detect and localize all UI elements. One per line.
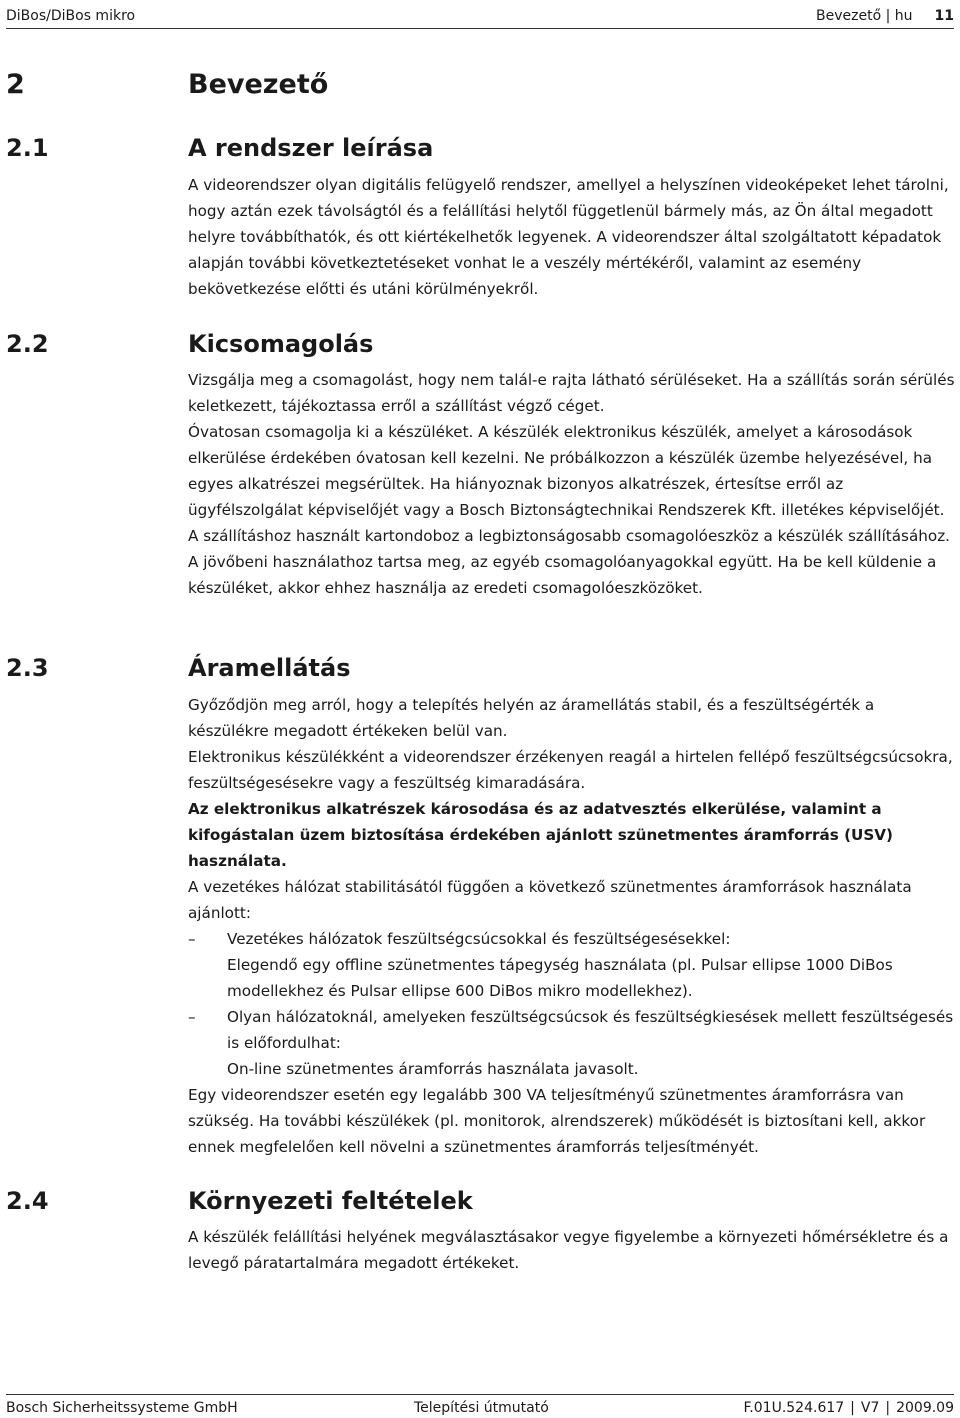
section-number: 2.3 (6, 654, 49, 682)
paragraph: Vizsgálja meg a csomagolást, hogy nem talál-e rajta látható sérüléseket. Ha a szállítás során sérülés keletkezett, tájékoztassa erről a szállítást végző céget. (188, 371, 955, 415)
header-section: Bevezető | hu (816, 8, 913, 24)
paragraph: Egy videorendszer esetén egy legalább 300 VA teljesítményű szünetmentes áramforrásra van szükség. Ha további készülékek (pl. monitorok, alrendszerek) működését is biztosítani kell, akkor ennek megfelelően kell növelni a szünetmentes áramforrás teljesítményét. (188, 1086, 926, 1156)
section-title: Környezeti feltételek (188, 1187, 473, 1215)
header-product: DiBos/DiBos mikro (6, 8, 136, 24)
section-body-2-3 (188, 692, 956, 1160)
paragraph: A videorendszer olyan digitális felügyelő rendszer, amellyel a helyszínen videoképeket lehet tárolni, hogy aztán ezek távolságtól és a felállítási helytől függetlenül bármely más, az Ön által megadott helyre továbbíthatók, és ott kiértékelhetők legyenek. A videorendszer által szolgáltatott képadatok alapján további következtetéseket vonhat le a veszély mértékéről, valamint az esemény bekövetkezése előtti és utáni körülményekről. (188, 176, 949, 298)
list-item-line: Vezetékes hálózatok feszültségcsúcsokkal és feszültségesésekkel: (227, 930, 731, 948)
footer-separator: | (850, 1400, 855, 1416)
header-right (816, 6, 954, 26)
list-item (188, 1004, 956, 1082)
page-number: 11 (934, 8, 954, 24)
page-footer (6, 1394, 954, 1415)
list-dash: – (188, 930, 196, 948)
footer-company: Bosch Sicherheitssysteme GmbH (6, 1400, 238, 1416)
section-body-2-1 (188, 172, 956, 302)
section-number: 2.2 (6, 330, 49, 358)
footer-doc-code: F.01U.524.617 (743, 1400, 845, 1416)
list-item (188, 926, 956, 1004)
section-title: Áramellátás (188, 654, 351, 682)
page-header (6, 6, 954, 29)
footer-separator: | (885, 1400, 891, 1416)
section-body-2-2 (188, 367, 956, 601)
paragraph: A szállításhoz használt kartondoboz a legbiztonságosabb csomagolóeszköz a készülék szállításához. A jövőbeni használathoz tartsa meg, az egyéb csomagolóanyagokkal együtt. Ha be kell küldenie a készüléket, akkor ehhez használja az eredeti csomagolóeszközöket. (188, 527, 950, 597)
footer-date: 2009.09 (896, 1400, 954, 1416)
warning-paragraph: Az elektronikus alkatrészek károsodása és az adatvesztés elkerülése, valamint a kifogástalan üzem biztosítása érdekében ajánlott szünetmentes áramforrás (USV) használata. (188, 800, 893, 870)
footer-doc-info (744, 1398, 955, 1418)
paragraph: A vezetékes hálózat stabilitásától függően a következő szünetmentes áramforrások használata ajánlott: (188, 878, 912, 922)
list-dash: – (188, 1008, 196, 1026)
list-item-line: Olyan hálózatoknál, amelyeken feszültségcsúcsok és feszültségkiesések mellett feszültségesés is előfordulhat: (227, 1008, 954, 1052)
footer-version: V7 (860, 1400, 880, 1416)
chapter-title: Bevezető (188, 69, 329, 100)
section-body-2-4 (188, 1224, 956, 1276)
section-number: 2.4 (6, 1187, 49, 1215)
section-title: A rendszer leírása (188, 134, 434, 162)
section-number: 2.1 (6, 134, 49, 162)
paragraph: Óvatosan csomagolja ki a készüléket. A készülék elektronikus készülék, amelyet a károsodások elkerülése érdekében óvatosan kell kezelni. Ne próbálkozzon a készülék üzembe helyezésével, ha egyes alkatrészei megsérültek. Ha hiányoznak bizonyos alkatrészek, értesítse erről az ügyfélszolgálat képviselőjét vagy a Bosch Biztonságtechnikai Rendszerek Kft. illetékes képviselőjét. (188, 423, 945, 519)
list-item-line: On-line szünetmentes áramforrás használata javasolt. (227, 1060, 639, 1078)
chapter-number: 2 (6, 69, 25, 100)
paragraph: Elektronikus készülékként a videorendszer érzékenyen reagál a hirtelen fellépő feszültségcsúcsokra, feszültségesésekre vagy a feszültség kimaradására. (188, 748, 953, 792)
paragraph: A készülék felállítási helyének megválasztásakor vegye figyelembe a környezeti hőmérsékletre és a levegő páratartalmára megadott értékeket. (188, 1228, 949, 1272)
footer-doc-title: Telepítési útmutató (414, 1400, 549, 1416)
paragraph: Győződjön meg arról, hogy a telepítés helyén az áramellátás stabil, és a feszültségérték a készülékre megadott értékeken belül van. (188, 696, 875, 740)
section-title: Kicsomagolás (188, 330, 374, 358)
list-item-line: Elegendő egy offline szünetmentes tápegység használata (pl. Pulsar ellipse 1000 DiBos modellekhez és Pulsar ellipse 600 DiBos mikro modellekhez). (227, 956, 893, 1000)
